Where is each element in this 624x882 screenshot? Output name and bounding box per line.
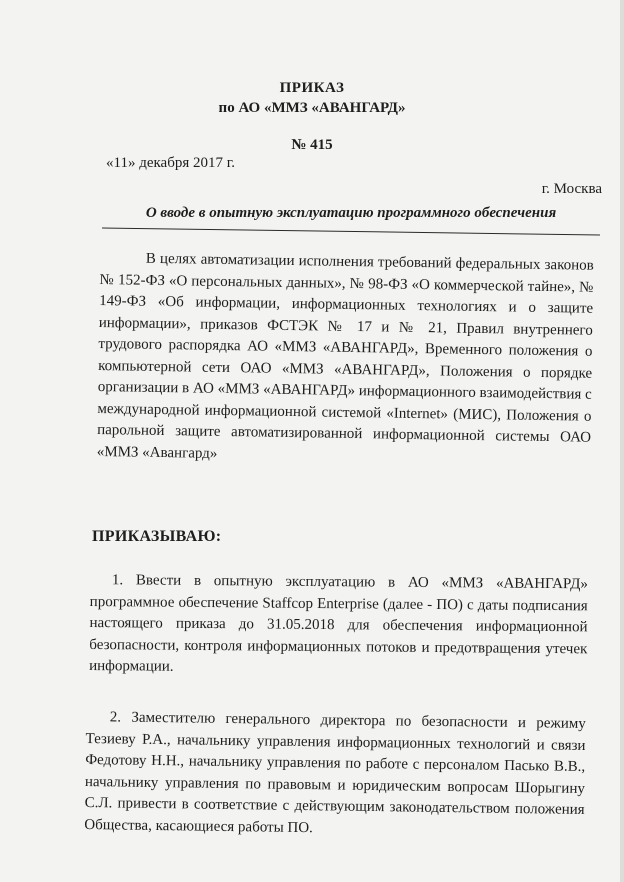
order-item-2: 2. Заместителю генерального директора по безопасности и режиму Тезиеву Р.А., начальнику управления информационных технологий и связи Федотову Н.Н., начальнику управления по работе с персоналом Пасько В.В., начальнику управления по правовым и юридическим вопросам Шорыгину С.Л. привести в соответствие с действующим законодательством положения Общества, касающиеся работы ПО. (84, 709, 586, 836)
order-number: № 415 (291, 137, 333, 153)
preamble-paragraph: В целях автоматизации исполнения требований федеральных законов № 152-ФЗ «О персональных данных», № 98-ФЗ «О коммерческой тайне», № 149-ФЗ «Об информации, информационных технологиях и о защите информации», приказов ФСТЭК № 17 и № 21, Правил внутреннего трудового распорядка АО «ММЗ «АВАНГАРД», Временного положения о компьютерной сети ОАО «ММЗ «АВАНГАРД», Положения о порядке организации в АО «ММЗ «АВАНГАРД» информационного взаимодействия с международной информационной системой «Internet» (МИС), Положения о парольной защите автоматизированной информационной системы ОАО «ММЗ «Авангард» (96, 250, 594, 462)
scan-edge (620, 0, 624, 882)
order-date: «11» декабря 2017 г. (106, 155, 235, 171)
order-subject: О вводе в опытную эксплуатацию программного обеспечения (145, 205, 557, 221)
document-title: ПРИКАЗ (279, 80, 345, 96)
subject-underline (102, 228, 600, 236)
order-heading: ПРИКАЗЫВАЮ: (92, 528, 222, 545)
order-city: г. Москва (541, 181, 602, 197)
order-item-1: 1. Ввести в опытную эксплуатацию в АО «ММЗ «АВАНГАРД» программное обеспечение Staffcop Enterprise (далее - ПО) с даты подписания настоящего приказа до 31.05.2018 для обеспечения информационной безопасности, контроля информационных потоков и предотвращения утечек информации. (89, 572, 588, 675)
organization-name: по АО «ММЗ «АВАНГАРД» (218, 100, 406, 116)
